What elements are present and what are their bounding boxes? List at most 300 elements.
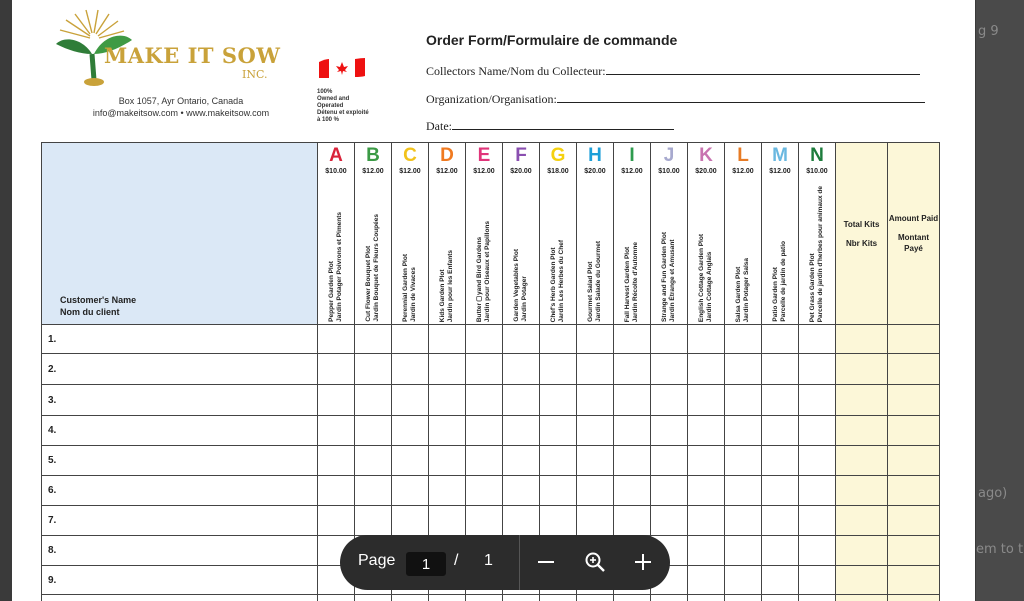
- customer-name-header-fr: Nom du client: [60, 307, 120, 317]
- kit-quantity-cell[interactable]: [392, 385, 429, 416]
- kit-quantity-cell[interactable]: [762, 506, 799, 536]
- kit-quantity-cell[interactable]: [688, 354, 725, 385]
- customer-name-cell[interactable]: [42, 385, 318, 416]
- zoom-in-button[interactable]: [630, 549, 656, 575]
- order-form-title: Order Form/Formulaire de commande: [426, 32, 678, 48]
- kit-quantity-cell[interactable]: [799, 476, 836, 506]
- amount-paid-cell[interactable]: [888, 476, 940, 506]
- kit-column-header-b: [355, 143, 392, 325]
- amount-paid-cell[interactable]: [888, 566, 940, 595]
- kit-description-en: Butter▢yand Bird Gardens: [476, 236, 483, 322]
- kit-description-en: Patio Garden Plot: [772, 267, 779, 322]
- kit-letter: C: [403, 145, 417, 166]
- customer-name-cell[interactable]: [42, 595, 318, 601]
- kit-letter: F: [515, 145, 527, 166]
- kit-description-fr: Jardin Potager Poivrons et Piments: [336, 212, 343, 322]
- kit-quantity-cell[interactable]: [503, 446, 540, 476]
- pdf-page: [12, 0, 975, 601]
- order-table: [41, 142, 940, 601]
- kit-description: [624, 242, 640, 322]
- kit-quantity-cell[interactable]: [355, 595, 392, 601]
- kit-quantity-cell[interactable]: [429, 506, 466, 536]
- kit-quantity-cell[interactable]: [503, 325, 540, 354]
- kit-description: [402, 254, 418, 322]
- zoom-out-button[interactable]: [533, 549, 559, 575]
- organization-line[interactable]: [557, 92, 925, 103]
- kit-quantity-cell[interactable]: [725, 595, 762, 601]
- kit-column-header-i: [614, 143, 651, 325]
- canada-flag-badge: [317, 56, 377, 124]
- company-contact: info@makeitsow.com • www.makeitsow.com: [92, 108, 270, 118]
- amount-paid-cell[interactable]: [888, 446, 940, 476]
- kit-quantity-cell[interactable]: [762, 325, 799, 354]
- kit-quantity-cell[interactable]: [429, 325, 466, 354]
- kit-quantity-cell[interactable]: [318, 354, 355, 385]
- table-row: [42, 446, 940, 476]
- kit-description: [735, 258, 751, 322]
- kit-description-en: Pepper Garden Plot: [328, 261, 335, 322]
- kit-quantity-cell[interactable]: [614, 385, 651, 416]
- kit-price: $10.00: [325, 168, 347, 175]
- kit-description: [809, 186, 825, 322]
- kit-column-header-k: [688, 143, 725, 325]
- kit-quantity-cell[interactable]: [725, 476, 762, 506]
- kit-quantity-cell[interactable]: [318, 385, 355, 416]
- page-separator: /: [454, 552, 459, 569]
- kit-quantity-cell[interactable]: [651, 595, 688, 601]
- total-kits-cell[interactable]: [836, 536, 888, 566]
- kit-description-fr: Jardin Salade du Gourmet: [595, 241, 602, 322]
- kit-quantity-cell[interactable]: [577, 416, 614, 446]
- kit-quantity-cell[interactable]: [355, 446, 392, 476]
- date-field[interactable]: [426, 119, 674, 134]
- total-kits-cell[interactable]: [836, 476, 888, 506]
- kit-quantity-cell[interactable]: [540, 595, 577, 601]
- kit-quantity-cell[interactable]: [503, 416, 540, 446]
- kit-price: $18.00: [547, 168, 569, 175]
- table-row: [42, 476, 940, 506]
- kit-quantity-cell[interactable]: [540, 385, 577, 416]
- kit-description-en: Perennial Garden Plot: [402, 254, 409, 322]
- kit-quantity-cell[interactable]: [762, 385, 799, 416]
- kit-price: $12.00: [473, 168, 495, 175]
- kit-quantity-cell[interactable]: [540, 506, 577, 536]
- amount-paid-header-en: Amount Paid: [888, 214, 939, 223]
- amount-paid-header-fr: Montant Payé: [897, 233, 930, 253]
- date-label: Date:: [426, 119, 452, 133]
- kit-description-en: Strange and Fun Garden Plot: [661, 232, 668, 322]
- kit-quantity-cell[interactable]: [614, 506, 651, 536]
- kit-description-en: English Cottage Garden Plot: [698, 233, 705, 322]
- kit-quantity-cell[interactable]: [688, 476, 725, 506]
- kit-quantity-cell[interactable]: [392, 416, 429, 446]
- kit-quantity-cell[interactable]: [429, 476, 466, 506]
- kit-quantity-cell[interactable]: [429, 595, 466, 601]
- kit-description-fr: Jardin Potager Salsa: [743, 257, 750, 322]
- kit-quantity-cell[interactable]: [651, 416, 688, 446]
- kit-quantity-cell[interactable]: [688, 385, 725, 416]
- flag-caption: [317, 89, 377, 124]
- kit-description: [439, 250, 455, 322]
- kit-quantity-cell[interactable]: [540, 416, 577, 446]
- kit-quantity-cell[interactable]: [762, 536, 799, 566]
- kit-description-fr: Jardin Potager: [521, 276, 528, 322]
- amount-paid-header: [888, 143, 940, 325]
- customer-name-cell[interactable]: [42, 446, 318, 476]
- amount-paid-cell[interactable]: [888, 354, 940, 385]
- kit-column-header-e: [466, 143, 503, 325]
- zoom-reset-button[interactable]: [582, 549, 608, 575]
- kit-quantity-cell[interactable]: [651, 385, 688, 416]
- zoom-icon: [584, 551, 606, 573]
- kit-quantity-cell[interactable]: [725, 354, 762, 385]
- kit-quantity-cell[interactable]: [651, 506, 688, 536]
- total-kits-cell[interactable]: [836, 446, 888, 476]
- kit-quantity-cell[interactable]: [466, 506, 503, 536]
- kit-quantity-cell[interactable]: [466, 354, 503, 385]
- kit-quantity-cell[interactable]: [799, 506, 836, 536]
- kit-column-header-d: [429, 143, 466, 325]
- kit-column-header-m: [762, 143, 799, 325]
- kit-quantity-cell[interactable]: [614, 354, 651, 385]
- background-text: ago): [978, 486, 1008, 501]
- kit-quantity-cell[interactable]: [466, 385, 503, 416]
- kit-description-fr: Jardin Cottage Anglais: [706, 251, 713, 322]
- total-kits-header-fr: Nbr Kits: [845, 238, 878, 248]
- kit-price: $12.00: [769, 168, 791, 175]
- total-kits-cell[interactable]: [836, 416, 888, 446]
- kit-description-en: Pet Grass Garden Plot: [809, 253, 816, 322]
- kit-description: [513, 249, 529, 322]
- kit-price: $12.00: [436, 168, 458, 175]
- company-logo: [42, 8, 302, 90]
- table-row: [42, 385, 940, 416]
- collectors-name-field[interactable]: [426, 64, 920, 79]
- kit-quantity-cell[interactable]: [651, 354, 688, 385]
- customer-name-cell[interactable]: [42, 354, 318, 385]
- company-address-block: [66, 95, 296, 119]
- kit-quantity-cell[interactable]: [762, 476, 799, 506]
- kit-price: $20.00: [695, 168, 717, 175]
- page-navigation-toolbar: [340, 535, 670, 590]
- kit-description-en: Garden Vegetables Plot: [513, 249, 520, 322]
- kit-quantity-cell[interactable]: [614, 416, 651, 446]
- table-row: [42, 416, 940, 446]
- kit-description-fr: Jardin pour Oiseaux et Papillons: [484, 220, 491, 322]
- kit-quantity-cell[interactable]: [392, 476, 429, 506]
- kit-letter: L: [737, 145, 749, 166]
- kit-description-fr: Jardin pour les Enfants: [447, 249, 454, 322]
- kit-quantity-cell[interactable]: [799, 325, 836, 354]
- kit-quantity-cell[interactable]: [651, 476, 688, 506]
- kit-quantity-cell[interactable]: [429, 354, 466, 385]
- kit-quantity-cell[interactable]: [651, 446, 688, 476]
- kit-quantity-cell[interactable]: [466, 325, 503, 354]
- kit-quantity-cell[interactable]: [355, 476, 392, 506]
- table-row: [42, 354, 940, 385]
- kit-quantity-cell[interactable]: [725, 506, 762, 536]
- kit-letter: K: [699, 145, 713, 166]
- page-total: 1: [484, 552, 493, 569]
- kit-column-header-a: [318, 143, 355, 325]
- kit-quantity-cell[interactable]: [540, 325, 577, 354]
- table-row: [42, 595, 940, 601]
- kit-quantity-cell[interactable]: [392, 506, 429, 536]
- kit-quantity-cell[interactable]: [466, 416, 503, 446]
- kit-quantity-cell[interactable]: [577, 325, 614, 354]
- company-address: Box 1057, Ayr Ontario, Canada: [118, 96, 244, 106]
- kit-description-en: Fall Harvest Garden Plot: [624, 246, 631, 322]
- row-number: 5.: [48, 455, 57, 466]
- kit-description: [661, 232, 677, 322]
- table-header-row: [42, 143, 940, 325]
- collectors-name-label: Collectors Name/Nom du Collecteur:: [426, 64, 606, 78]
- kit-quantity-cell[interactable]: [799, 595, 836, 601]
- customer-name-cell[interactable]: [42, 566, 318, 595]
- kit-price: $10.00: [806, 168, 828, 175]
- kit-quantity-cell[interactable]: [466, 476, 503, 506]
- kit-quantity-cell[interactable]: [318, 325, 355, 354]
- kit-price: $12.00: [399, 168, 421, 175]
- kit-price: $12.00: [621, 168, 643, 175]
- kit-quantity-cell[interactable]: [688, 416, 725, 446]
- kit-quantity-cell[interactable]: [799, 385, 836, 416]
- kit-quantity-cell[interactable]: [725, 536, 762, 566]
- kit-quantity-cell[interactable]: [318, 446, 355, 476]
- background-text: em to t: [976, 542, 1024, 557]
- flag-caption-line: Détenu et exploité: [317, 110, 369, 116]
- kit-letter: D: [440, 145, 454, 166]
- kit-description: [476, 221, 492, 322]
- total-kits-cell[interactable]: [836, 595, 888, 601]
- kit-quantity-cell[interactable]: [318, 416, 355, 446]
- kit-quantity-cell[interactable]: [392, 595, 429, 601]
- kit-quantity-cell[interactable]: [799, 416, 836, 446]
- kit-quantity-cell[interactable]: [540, 446, 577, 476]
- kit-quantity-cell[interactable]: [799, 536, 836, 566]
- kit-quantity-cell[interactable]: [725, 385, 762, 416]
- customer-name-cell[interactable]: [42, 506, 318, 536]
- background-text: g 9: [978, 24, 999, 39]
- kit-quantity-cell[interactable]: [577, 354, 614, 385]
- total-kits-header-en: Total Kits: [843, 219, 880, 229]
- kit-quantity-cell[interactable]: [503, 506, 540, 536]
- kit-quantity-cell[interactable]: [799, 566, 836, 595]
- table-row: [42, 506, 940, 536]
- kit-letter: H: [588, 145, 602, 166]
- kit-quantity-cell[interactable]: [503, 354, 540, 385]
- kit-column-header-g: [540, 143, 577, 325]
- kit-quantity-cell[interactable]: [762, 566, 799, 595]
- total-kits-cell[interactable]: [836, 354, 888, 385]
- kit-quantity-cell[interactable]: [725, 446, 762, 476]
- kit-quantity-cell[interactable]: [466, 595, 503, 601]
- kit-letter: J: [663, 145, 675, 166]
- kit-column-header-h: [577, 143, 614, 325]
- flag-caption-line: Owned and Operated: [317, 96, 350, 109]
- kit-description-en: Kids Garden Plot: [439, 269, 446, 322]
- row-number: 8.: [48, 545, 57, 556]
- flag-caption-line: à 100 %: [317, 117, 340, 123]
- kit-quantity-cell[interactable]: [688, 566, 725, 595]
- kit-quantity-cell[interactable]: [392, 446, 429, 476]
- kit-quantity-cell[interactable]: [355, 385, 392, 416]
- kit-quantity-cell[interactable]: [688, 595, 725, 601]
- row-number: 6.: [48, 485, 57, 496]
- kit-quantity-cell[interactable]: [577, 506, 614, 536]
- kit-quantity-cell[interactable]: [762, 446, 799, 476]
- kit-quantity-cell[interactable]: [614, 476, 651, 506]
- kit-column-header-f: [503, 143, 540, 325]
- kit-description-fr: Parcelle de jardin de patio: [780, 241, 787, 322]
- kit-description-fr: Jardin Étrange et Amusant: [669, 239, 676, 322]
- amount-paid-cell[interactable]: [888, 595, 940, 601]
- kit-quantity-cell[interactable]: [355, 354, 392, 385]
- kit-quantity-cell[interactable]: [762, 416, 799, 446]
- kit-letter: M: [772, 145, 788, 166]
- organization-label: Organization/Organisation:: [426, 92, 557, 106]
- kit-description: [587, 241, 603, 322]
- kit-quantity-cell[interactable]: [614, 446, 651, 476]
- minus-icon: [536, 552, 556, 572]
- kit-quantity-cell[interactable]: [355, 325, 392, 354]
- kit-letter: G: [550, 145, 566, 166]
- kit-quantity-cell[interactable]: [540, 354, 577, 385]
- page-label: Page: [358, 552, 396, 569]
- amount-paid-cell[interactable]: [888, 416, 940, 446]
- kit-description-en: Chef's Herb Garden Plot: [550, 247, 557, 322]
- row-number: 7.: [48, 515, 57, 526]
- kit-column-header-l: [725, 143, 762, 325]
- total-kits-cell[interactable]: [836, 385, 888, 416]
- amount-paid-cell[interactable]: [888, 385, 940, 416]
- kit-quantity-cell[interactable]: [318, 506, 355, 536]
- kit-quantity-cell[interactable]: [799, 354, 836, 385]
- kit-quantity-cell[interactable]: [540, 476, 577, 506]
- total-kits-cell[interactable]: [836, 506, 888, 536]
- flag-caption-line: 100%: [317, 89, 333, 95]
- total-kits-cell[interactable]: [836, 566, 888, 595]
- canada-flag-icon: [317, 56, 367, 82]
- kit-description-en: Salsa Garden Plot: [735, 266, 742, 322]
- kit-description-fr: Jardin de Vivaces: [410, 267, 417, 322]
- kit-column-header-j: [651, 143, 688, 325]
- kit-quantity-cell[interactable]: [725, 325, 762, 354]
- kit-quantity-cell[interactable]: [651, 325, 688, 354]
- kit-description-fr: Jardin Les Herbes du Chef: [558, 239, 565, 322]
- page-number-input[interactable]: [406, 552, 446, 576]
- kit-quantity-cell[interactable]: [503, 595, 540, 601]
- total-kits-header: [836, 143, 888, 325]
- kit-quantity-cell[interactable]: [355, 416, 392, 446]
- kit-quantity-cell[interactable]: [614, 595, 651, 601]
- customer-name-cell[interactable]: [42, 476, 318, 506]
- kit-quantity-cell[interactable]: [577, 476, 614, 506]
- total-kits-cell[interactable]: [836, 325, 888, 354]
- kit-quantity-cell[interactable]: [466, 446, 503, 476]
- kit-letter: I: [629, 145, 635, 166]
- kit-letter: B: [366, 145, 380, 166]
- kit-quantity-cell[interactable]: [355, 506, 392, 536]
- customer-name-cell[interactable]: [42, 416, 318, 446]
- plus-icon: [633, 552, 653, 572]
- row-number: 3.: [48, 394, 57, 406]
- kit-quantity-cell[interactable]: [392, 325, 429, 354]
- kit-price: $12.00: [362, 168, 384, 175]
- organization-field[interactable]: [426, 92, 925, 107]
- kit-description: [328, 212, 344, 322]
- kit-quantity-cell[interactable]: [503, 476, 540, 506]
- kit-price: $20.00: [510, 168, 532, 175]
- kit-quantity-cell[interactable]: [688, 446, 725, 476]
- table-row: [42, 325, 940, 354]
- kit-description-en: Cut Flower Bouquet Plot: [365, 246, 372, 322]
- collectors-name-line[interactable]: [606, 64, 920, 75]
- kit-description-fr: Jardin Bouquet de Fleurs Coupées: [373, 214, 380, 322]
- kit-column-header-c: [392, 143, 429, 325]
- customer-name-header-en: Customer's Name: [60, 295, 137, 305]
- kit-quantity-cell[interactable]: [688, 325, 725, 354]
- customer-name-cell[interactable]: [42, 536, 318, 566]
- kit-price: $20.00: [584, 168, 606, 175]
- kit-description-fr: Parcelle de jardin d'herbes pour animaux de: [817, 185, 824, 322]
- kit-quantity-cell[interactable]: [725, 566, 762, 595]
- kit-quantity-cell[interactable]: [318, 595, 355, 601]
- kit-quantity-cell[interactable]: [762, 595, 799, 601]
- kit-quantity-cell[interactable]: [614, 325, 651, 354]
- kit-description-fr: Jardin Récolte d'Automne: [632, 241, 639, 322]
- kit-price: $12.00: [732, 168, 754, 175]
- kit-quantity-cell[interactable]: [688, 536, 725, 566]
- kit-letter: E: [477, 145, 491, 166]
- kit-quantity-cell[interactable]: [577, 595, 614, 601]
- kit-quantity-cell[interactable]: [318, 476, 355, 506]
- kit-quantity-cell[interactable]: [577, 385, 614, 416]
- kit-quantity-cell[interactable]: [688, 506, 725, 536]
- amount-paid-cell[interactable]: [888, 325, 940, 354]
- viewer-background: [976, 0, 1024, 601]
- kit-quantity-cell[interactable]: [725, 416, 762, 446]
- kit-letter: N: [810, 145, 824, 166]
- kit-description: [365, 214, 381, 322]
- kit-quantity-cell[interactable]: [503, 385, 540, 416]
- amount-paid-cell[interactable]: [888, 536, 940, 566]
- amount-paid-cell[interactable]: [888, 506, 940, 536]
- kit-description-en: Gourmet Salad Plot: [587, 261, 594, 322]
- row-number: 4.: [48, 425, 57, 436]
- kit-quantity-cell[interactable]: [799, 446, 836, 476]
- kit-quantity-cell[interactable]: [392, 354, 429, 385]
- kit-quantity-cell[interactable]: [762, 354, 799, 385]
- row-number: 1.: [48, 333, 57, 345]
- kit-letter: A: [329, 145, 343, 166]
- kit-description: [550, 240, 566, 322]
- customer-name-cell[interactable]: [42, 325, 318, 354]
- kit-quantity-cell[interactable]: [577, 446, 614, 476]
- logo-suffix: INC.: [242, 68, 268, 81]
- row-number: 2.: [48, 363, 57, 375]
- logo-name: MAKE IT SOW: [104, 43, 281, 68]
- toolbar-divider: [519, 535, 520, 590]
- date-line[interactable]: [452, 119, 674, 130]
- kit-price: $10.00: [658, 168, 680, 175]
- kit-quantity-cell[interactable]: [429, 416, 466, 446]
- kit-quantity-cell[interactable]: [429, 385, 466, 416]
- kit-quantity-cell[interactable]: [429, 446, 466, 476]
- kit-description: [772, 241, 788, 322]
- kit-description: [698, 234, 714, 322]
- customer-name-header: [42, 143, 318, 325]
